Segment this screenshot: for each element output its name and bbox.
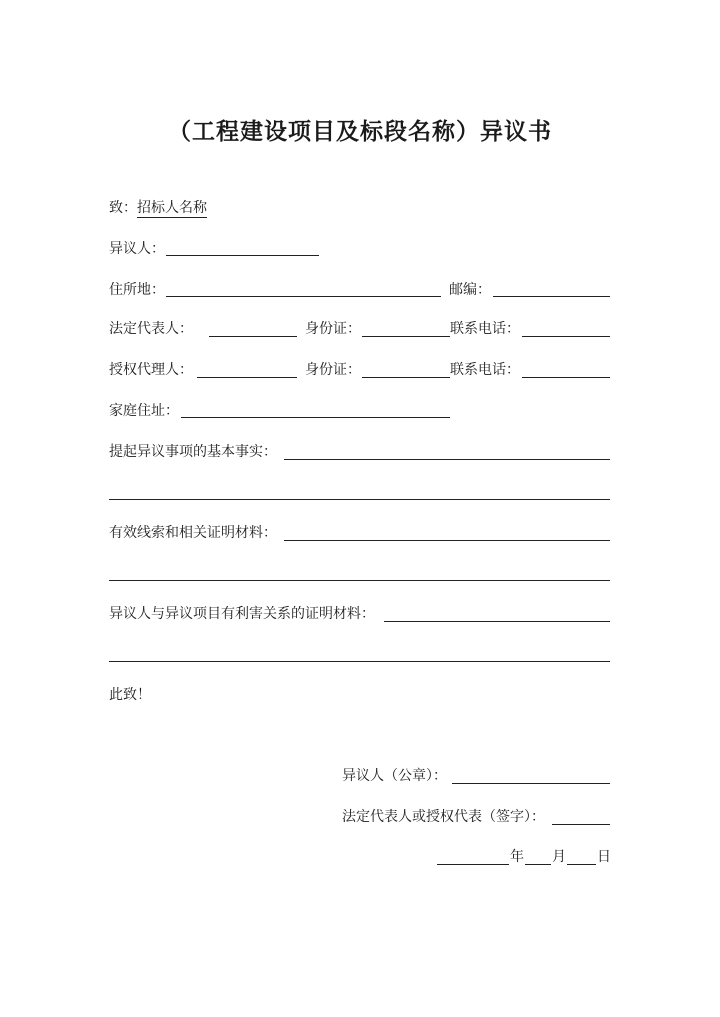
agent-blank[interactable] (197, 377, 297, 378)
legal-rep-id-blank[interactable] (362, 336, 450, 337)
rep-signature-label: 法定代表人或授权代表（签字）： (342, 809, 545, 825)
address-blank[interactable] (166, 296, 441, 297)
day-blank[interactable] (567, 864, 596, 865)
legal-rep-phone-blank[interactable] (522, 336, 610, 337)
interest-proof-blank-1[interactable] (384, 621, 610, 622)
objector-seal-label: 异议人（公章）： (342, 768, 447, 784)
closing-text: 此致！ (109, 687, 151, 703)
basic-facts-blank-1[interactable] (284, 459, 610, 460)
basic-facts-blank-2[interactable] (109, 499, 610, 500)
legal-rep-blank[interactable] (209, 336, 297, 337)
home-address-blank[interactable] (181, 417, 450, 418)
year-blank[interactable] (437, 864, 509, 865)
day-label: 日 (597, 849, 611, 865)
objector-blank[interactable] (166, 255, 319, 256)
legal-rep-label: 法定代表人： (109, 321, 193, 337)
postcode-blank[interactable] (493, 296, 610, 297)
agent-label: 授权代理人： (109, 362, 193, 378)
address-label: 住所地： (109, 282, 165, 298)
year-label: 年 (510, 849, 524, 865)
evidence-blank-2[interactable] (109, 580, 610, 581)
legal-rep-phone-label: 联系电话： (450, 321, 520, 337)
interest-proof-label: 异议人与异议项目有利害关系的证明材料： (109, 606, 375, 622)
home-address-label: 家庭住址： (109, 403, 179, 419)
rep-signature-blank[interactable] (552, 824, 610, 825)
addressee-value: 招标人名称 (137, 200, 207, 216)
month-label: 月 (552, 849, 566, 865)
agent-phone-blank[interactable] (522, 377, 610, 378)
evidence-label: 有效线索和相关证明材料： (109, 525, 277, 541)
basic-facts-label: 提起异议事项的基本事实： (109, 444, 277, 460)
evidence-blank-1[interactable] (284, 540, 610, 541)
agent-id-blank[interactable] (362, 377, 450, 378)
objector-seal-blank[interactable] (452, 783, 610, 784)
month-blank[interactable] (525, 864, 551, 865)
addressee-row (109, 199, 207, 217)
agent-phone-label: 联系电话： (450, 362, 520, 378)
postcode-label: 邮编： (449, 282, 491, 298)
legal-rep-id-label: 身份证： (305, 321, 361, 337)
addressee-label: 致： (109, 200, 137, 216)
agent-id-label: 身份证： (305, 362, 361, 378)
document-title: （工程建设项目及标段名称）异议书 (168, 119, 552, 145)
interest-proof-blank-2[interactable] (109, 661, 610, 662)
objector-label: 异议人： (109, 241, 165, 257)
